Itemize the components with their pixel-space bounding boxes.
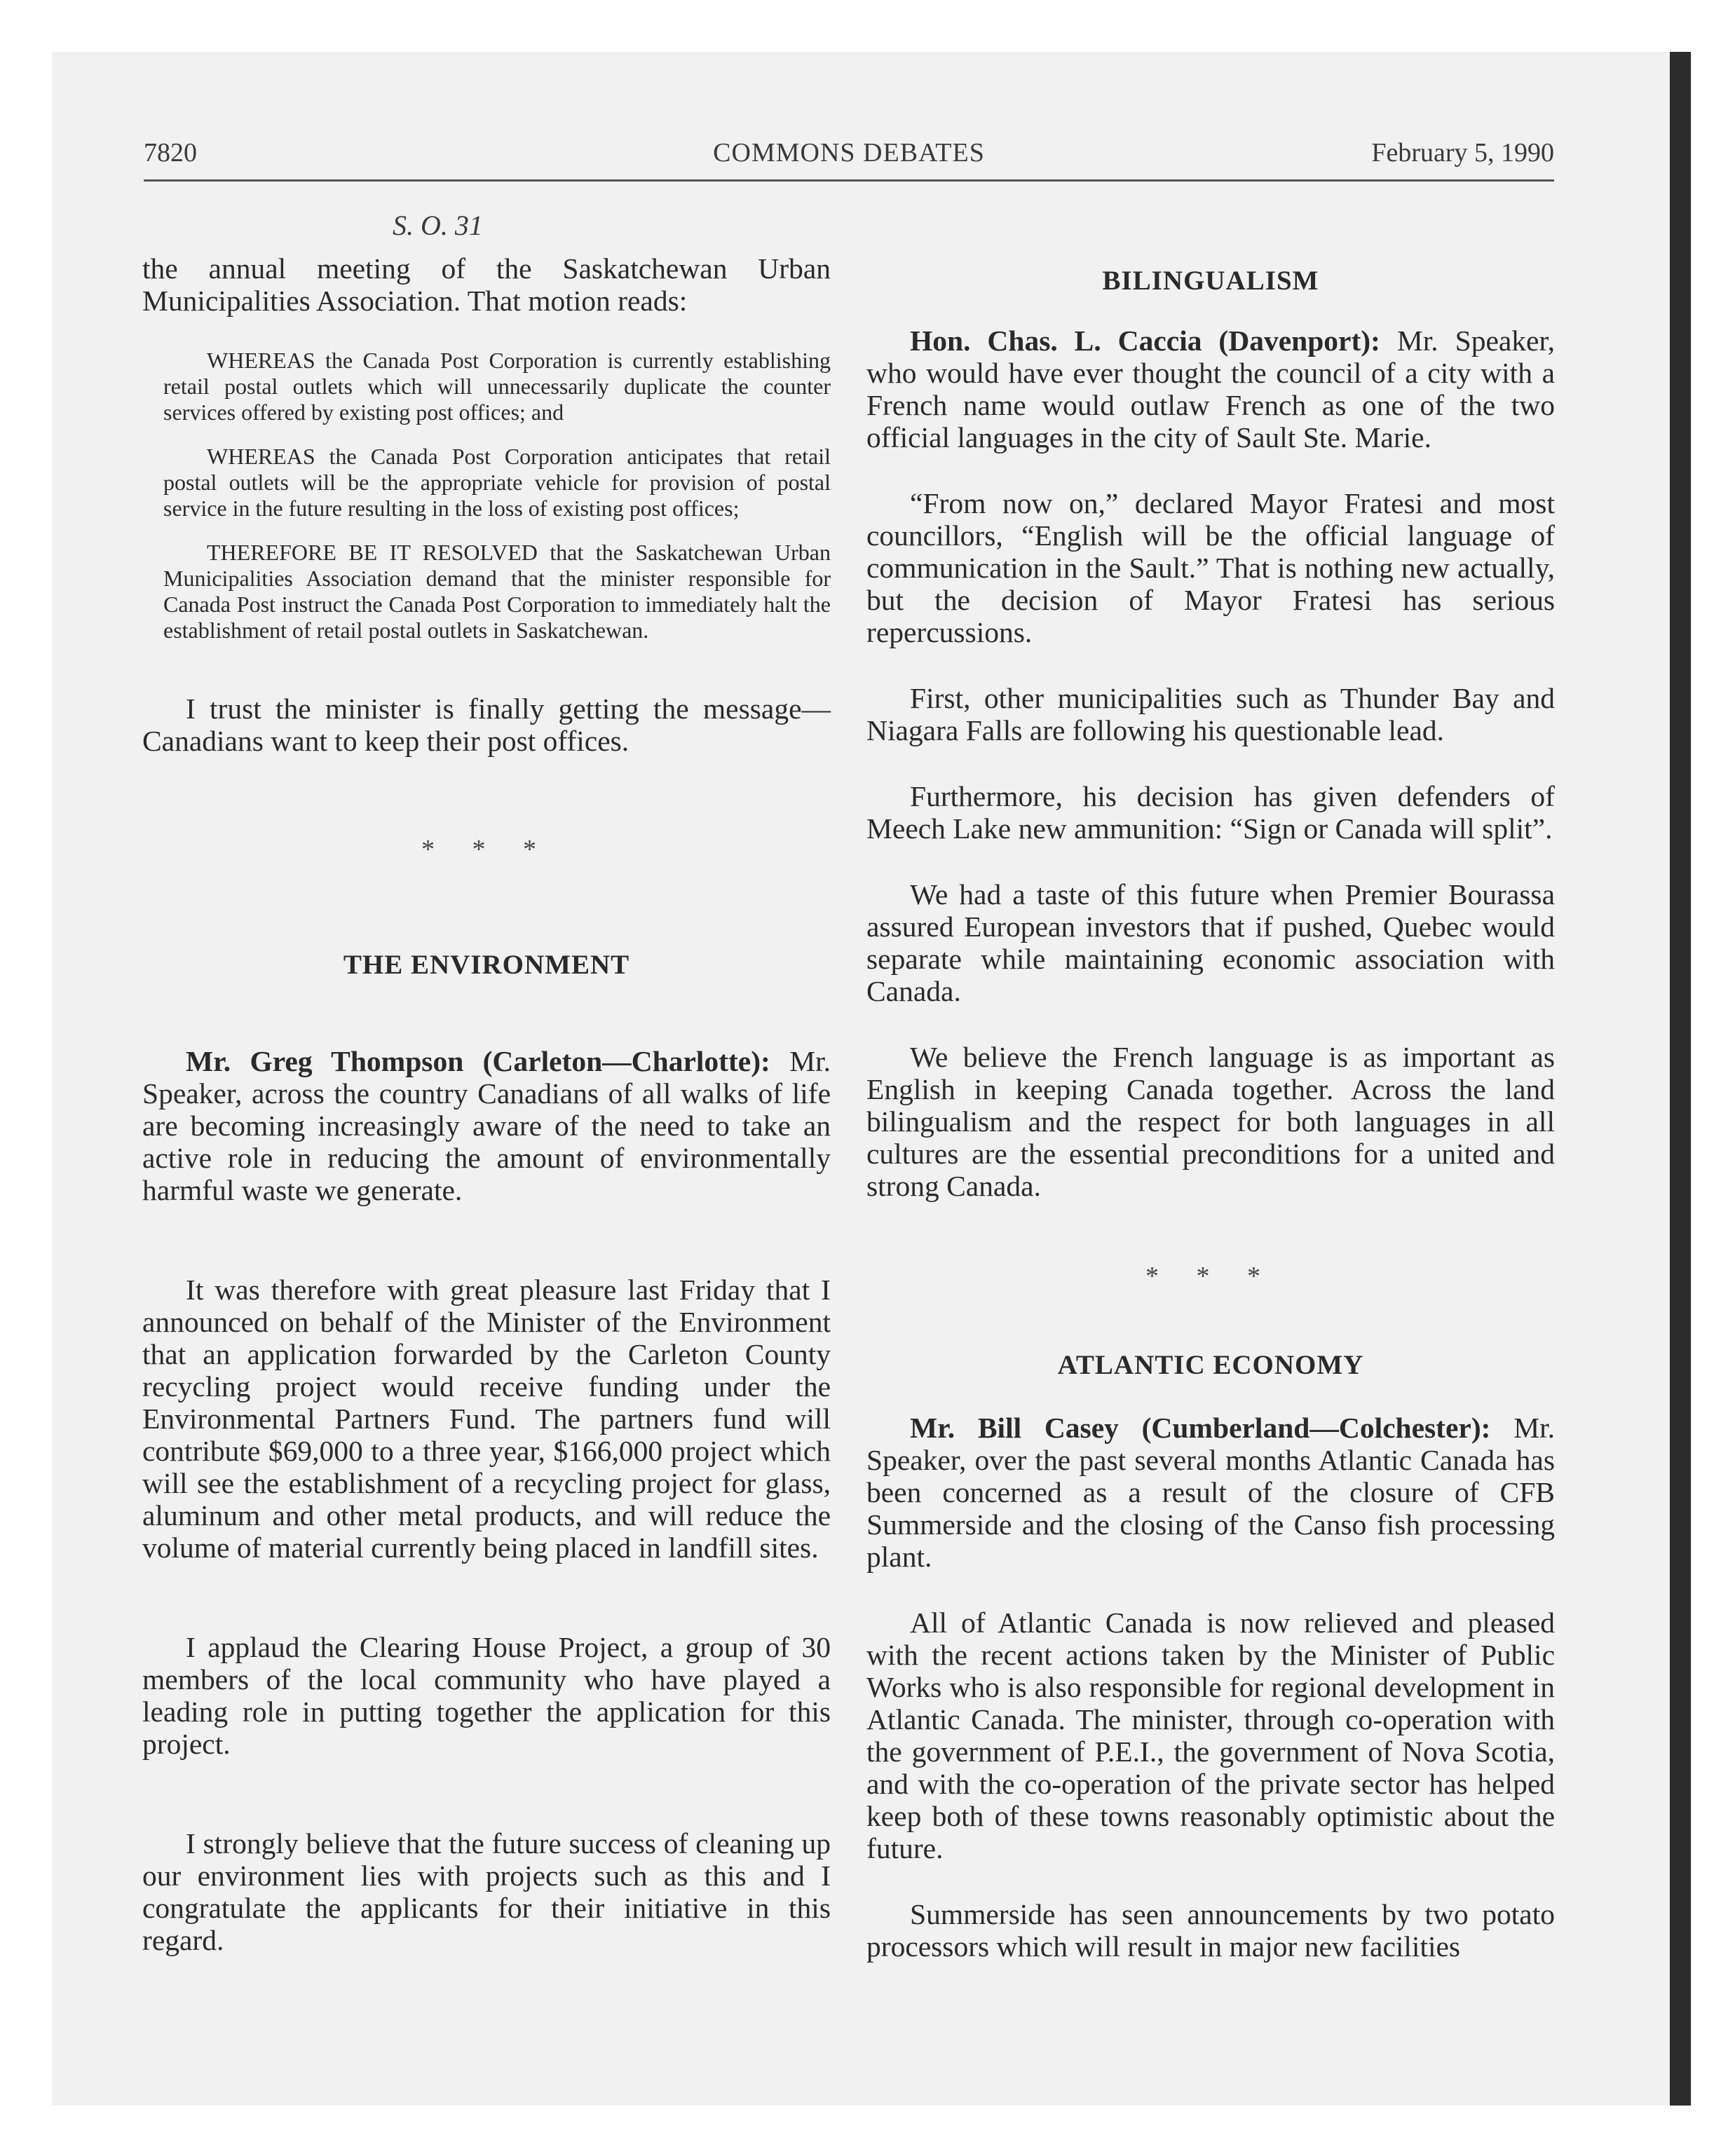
- paragraph: We believe the French language is as important as English in keeping Canada together. Across the land bilingualism and the respect for both languages in all cultures are the essential preconditions for a united and strong Canada.: [866, 1041, 1555, 1202]
- page-header: [144, 137, 1554, 177]
- paragraph: I trust the minister is finally getting the message—Canadians want to keep their post offices.: [142, 692, 831, 757]
- standing-order-marker: S. O. 31: [393, 210, 483, 241]
- paragraph: I applaud the Clearing House Project, a group of 30 members of the local community who have played a leading role in putting together the application for this project.: [142, 1631, 831, 1760]
- paragraph: We had a taste of this future when Premier Bourassa assured European investors that if pushed, Quebec would separate while maintaining economic association with Canada.: [866, 878, 1555, 1007]
- header-rule: [144, 179, 1554, 182]
- motion-quote: THEREFORE BE IT RESOLVED that the Saskatchewan Urban Municipalities Association demand that the minister responsible for Canada Post instruct the Canada Post Corporation to immediately halt the establishment of retail postal outlets in Saskatchewan.: [163, 540, 831, 643]
- speech-text: Mr. Speaker, who would have ever thought the council of a city with a French name would outlaw French as one of the two official languages in the city of Sault Ste. Marie.: [866, 325, 1555, 453]
- speech-paragraph: [866, 325, 1555, 453]
- paragraph: All of Atlantic Canada is now relieved and pleased with the recent actions taken by the Minister of Public Works who is also responsible for regional development in Atlantic Canada. The minister, through co-operation with the government of P.E.I., the government of Nova Scotia, and with the co-operation of the private sector has helped keep both of these towns reasonably optimistic about the future.: [866, 1606, 1555, 1864]
- speech-paragraph: [142, 1045, 831, 1206]
- motion-quote: WHEREAS the Canada Post Corporation anticipates that retail postal outlets will be the appropriate vehicle for provision of postal service in the future resulting in the loss of existing post offices;: [163, 444, 831, 521]
- section-heading: BILINGUALISM: [1102, 266, 1319, 296]
- speaker-name: Hon. Chas. L. Caccia (Davenport):: [910, 325, 1380, 357]
- page-number: 7820: [144, 138, 197, 168]
- paragraph: the annual meeting of the Saskatchewan Urban Municipalities Association. That motion reads:: [142, 252, 831, 317]
- section-separator: * * *: [1145, 1262, 1276, 1291]
- publication-date: February 5, 1990: [1371, 138, 1554, 168]
- section-heading: THE ENVIRONMENT: [343, 950, 630, 980]
- speech-paragraph: [866, 1412, 1555, 1573]
- publication-title: COMMONS DEBATES: [713, 138, 985, 168]
- paragraph: I strongly believe that the future success of cleaning up our environment lies with projects such as this and I congratulate the applicants for their initiative in this regard.: [142, 1827, 831, 1956]
- speech-text: Mr. Speaker, across the country Canadians of all walks of life are becoming increasingly aware of the need to take an active role in reducing the amount of environmentally harmful waste we generate.: [142, 1045, 831, 1206]
- paragraph: First, other municipalities such as Thunder Bay and Niagara Falls are following his questionable lead.: [866, 682, 1555, 746]
- speaker-name: Mr. Bill Casey (Cumberland—Colchester):: [910, 1412, 1491, 1444]
- motion-quote: WHEREAS the Canada Post Corporation is currently establishing retail postal outlets which will unnecessarily duplicate the counter services offered by existing post offices; and: [163, 348, 831, 425]
- paragraph: It was therefore with great pleasure last Friday that I announced on behalf of the Minister of the Environment that an application forwarded by the Carleton County recycling project would receive funding under the Environmental Partners Fund. The partners fund will contribute $69,000 to a three year, $166,000 project which will see the establishment of a recycling project for glass, aluminum and other metal products, and will reduce the volume of material currently being placed in landfill sites.: [142, 1274, 831, 1564]
- speech-text: Mr. Speaker, over the past several months Atlantic Canada has been concerned as a result of the closure of CFB Summerside and the closing of the Canso fish processing plant.: [866, 1412, 1555, 1573]
- left-column: [142, 252, 831, 1990]
- right-column: [866, 265, 1555, 1996]
- paragraph: Summerside has seen announcements by two potato processors which will result in major new facilities: [866, 1898, 1555, 1963]
- section-heading: ATLANTIC ECONOMY: [1057, 1350, 1364, 1380]
- paragraph: Furthermore, his decision has given defenders of Meech Lake new ammunition: “Sign or Canada will split”.: [866, 780, 1555, 845]
- speaker-name: Mr. Greg Thompson (Carleton—Charlotte):: [186, 1045, 770, 1077]
- scan-edge: [1670, 52, 1691, 2106]
- paragraph: “From now on,” declared Mayor Fratesi and most councillors, “English will be the official language of communication in the Sault.” That is nothing new actually, but the decision of Mayor Fratesi has serious repercussions.: [866, 487, 1555, 648]
- section-separator: * * *: [421, 835, 552, 864]
